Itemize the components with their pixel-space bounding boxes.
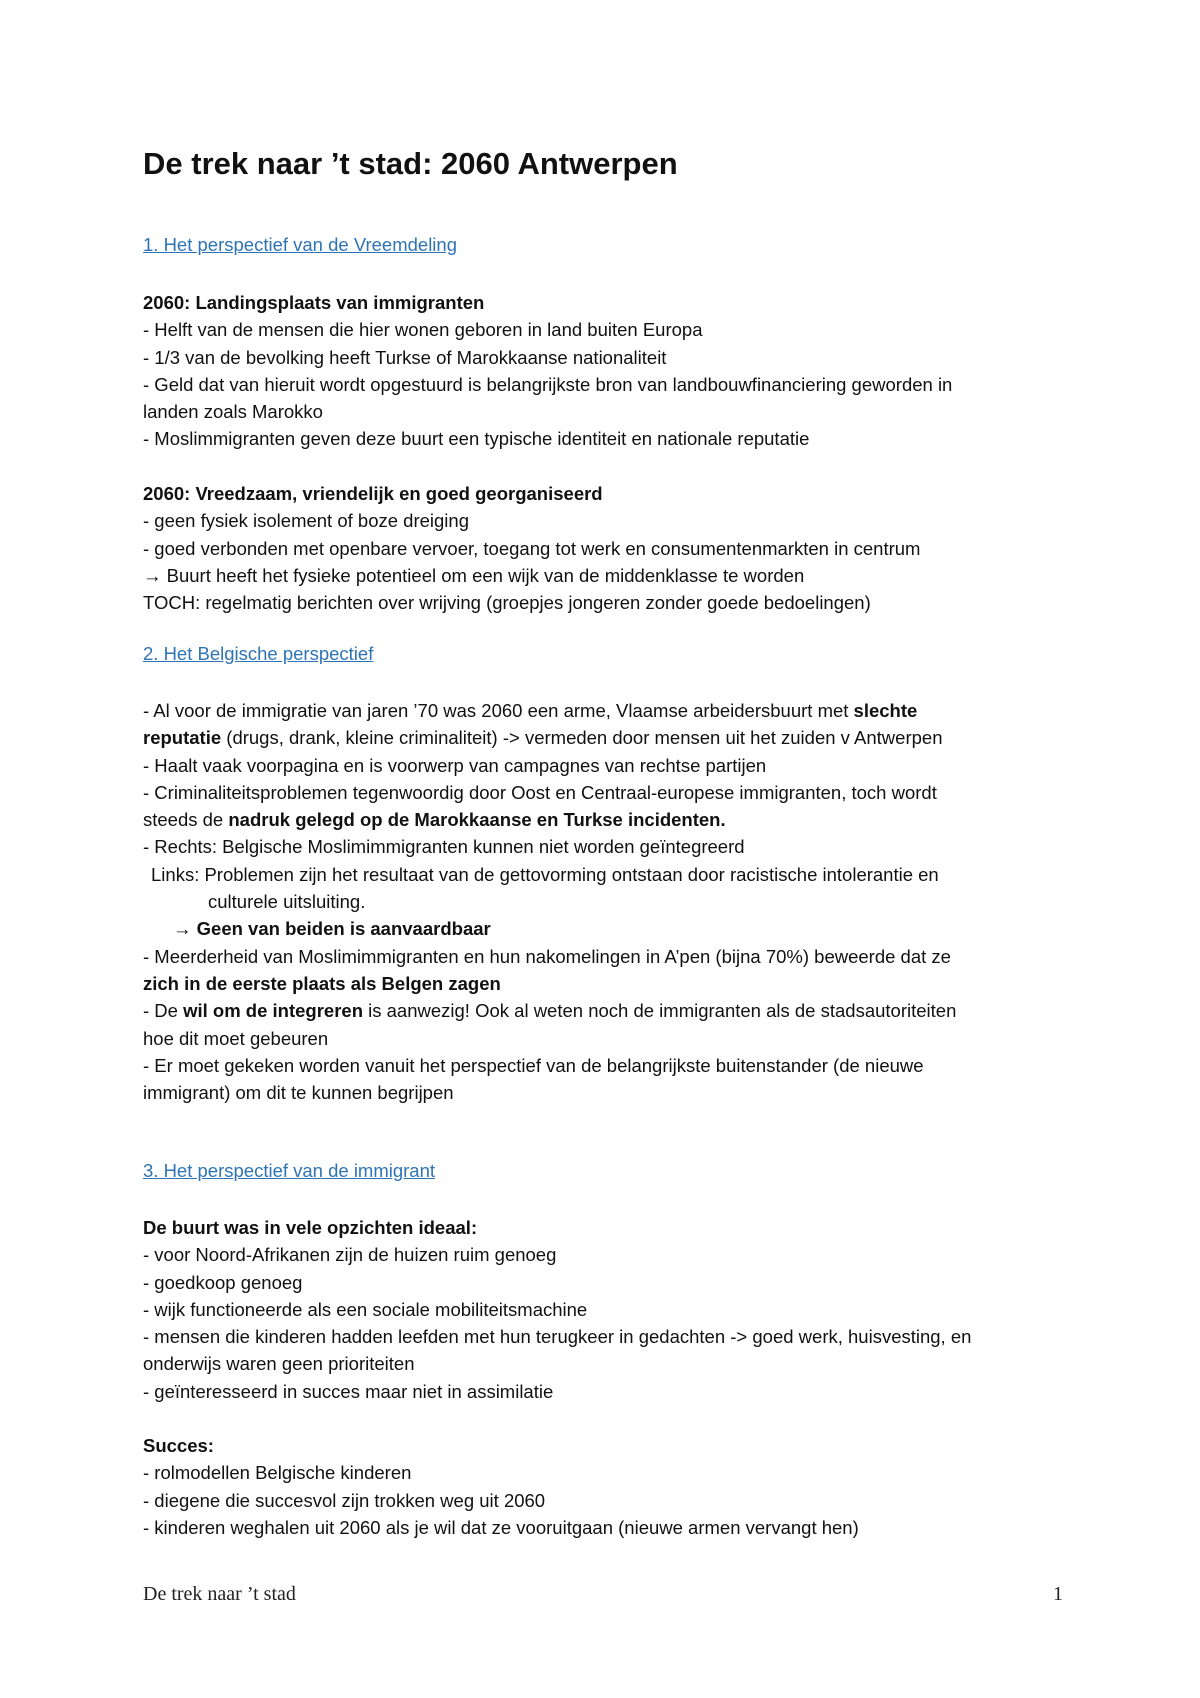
list-item: - diegene die succesvol zijn trokken weg uit 2060: [143, 1489, 546, 1511]
section-3-body-b: [143, 1432, 1063, 1541]
list-item-continuation: reputatie (drugs, drank, kleine criminaliteit) -> vermeden door mensen uit het zuiden v Antwerpen: [143, 727, 943, 749]
arrow-right-icon: →: [143, 564, 162, 586]
list-item: - Moslimmigranten geven deze buurt een typische identiteit en nationale reputatie: [143, 428, 810, 450]
arrow-line: → Buurt heeft het fysieke potentieel om een wijk van de middenklasse te worden: [143, 564, 805, 586]
list-item: - 1/3 van de bevolking heeft Turkse of Marokkaanse nationaliteit: [143, 346, 667, 368]
list-item: - kinderen weghalen uit 2060 als je wil dat ze vooruitgaan (nieuwe armen vervangt hen): [143, 1516, 859, 1538]
list-item-continuation: zich in de eerste plaats als Belgen zagen: [143, 972, 501, 994]
list-item: Links: Problemen zijn het resultaat van de gettovorming ontstaan door racistische intolerantie en: [151, 863, 939, 885]
list-item: - Rechts: Belgische Moslimimmigranten kunnen niet worden geïntegreerd: [143, 836, 745, 858]
list-item: - voor Noord-Afrikanen zijn de huizen ruim genoeg: [143, 1244, 557, 1266]
list-item: - De wil om de integreren is aanwezig! Ook al weten noch de immigranten als de stadsautoriteiten: [143, 1000, 957, 1022]
list-item-continuation: culturele uitsluiting.: [208, 891, 366, 913]
list-item: - Er moet gekeken worden vanuit het perspectief van de belangrijkste buitenstander (de nieuwe: [143, 1054, 924, 1076]
section-1-body-a: [143, 289, 1063, 453]
list-item: - Haalt vaak voorpagina en is voorwerp van campagnes van rechtse partijen: [143, 754, 767, 776]
list-item: - goed verbonden met openbare vervoer, toegang tot werk en consumentenmarkten in centrum: [143, 537, 921, 559]
list-item: - geïnteresseerd in succes maar niet in assimilatie: [143, 1380, 554, 1402]
list-item: - Criminaliteitsproblemen tegenwoordig door Oost en Centraal-europese immigranten, toch wordt: [143, 781, 937, 803]
list-item-continuation: steeds de nadruk gelegd op de Marokkaanse en Turkse incidenten.: [143, 809, 726, 831]
list-item: - Meerderheid van Moslimimmigranten en hun nakomelingen in A’pen (bijna 70%) beweerde dat ze: [143, 945, 951, 967]
list-item-continuation: immigrant) om dit te kunnen begrijpen: [143, 1082, 454, 1104]
section-heading-1: 1. Het perspectief van de Vreemdeling: [143, 234, 457, 255]
list-item-continuation: hoe dit moet gebeuren: [143, 1027, 329, 1049]
list-item: - rolmodellen Belgische kinderen: [143, 1462, 412, 1484]
list-item: - geen fysiek isolement of boze dreiging: [143, 510, 469, 532]
arrow-line: → Geen van beiden is aanvaardbaar: [173, 918, 491, 940]
footer-text: De trek naar ’t stad: [143, 1583, 296, 1605]
list-item: - wijk functioneerde als een sociale mobiliteitsmachine: [143, 1298, 588, 1320]
page-number: 1: [1053, 1583, 1063, 1605]
section-2-body: [143, 697, 1063, 1106]
list-item: - goedkoop genoeg: [143, 1271, 303, 1293]
page-footer: [143, 1583, 1063, 1613]
section-heading-3: 3. Het perspectief van de immigrant: [143, 1160, 436, 1181]
list-item: TOCH: regelmatig berichten over wrijving (groepjes jongeren zonder goede bedoelingen): [143, 592, 871, 614]
subheading: Succes:: [143, 1435, 214, 1456]
section-heading-2: 2. Het Belgische perspectief: [143, 643, 374, 664]
list-item: - Al voor de immigratie van jaren ’70 was 2060 een arme, Vlaamse arbeidersbuurt met slechte: [143, 700, 918, 721]
arrow-right-icon: →: [173, 918, 192, 940]
list-item: - Geld dat van hieruit wordt opgestuurd is belangrijkste bron van landbouwfinanciering geworden in: [143, 373, 953, 395]
list-item-continuation: onderwijs waren geen prioriteiten: [143, 1353, 415, 1375]
list-item: - Helft van de mensen die hier wonen geboren in land buiten Europa: [143, 319, 703, 341]
section-1-body-b: [143, 480, 1063, 616]
list-item: - mensen die kinderen hadden leefden met hun terugkeer in gedachten -> goed werk, huisvesting, en: [143, 1326, 972, 1348]
subheading: 2060: Landingsplaats van immigranten: [143, 292, 485, 313]
list-item-continuation: landen zoals Marokko: [143, 401, 323, 423]
subheading: 2060: Vreedzaam, vriendelijk en goed georganiseerd: [143, 483, 603, 504]
document-title: De trek naar ’t stad: 2060 Antwerpen: [143, 146, 678, 181]
subheading: De buurt was in vele opzichten ideaal:: [143, 1217, 478, 1238]
section-3-body-a: [143, 1214, 1063, 1405]
